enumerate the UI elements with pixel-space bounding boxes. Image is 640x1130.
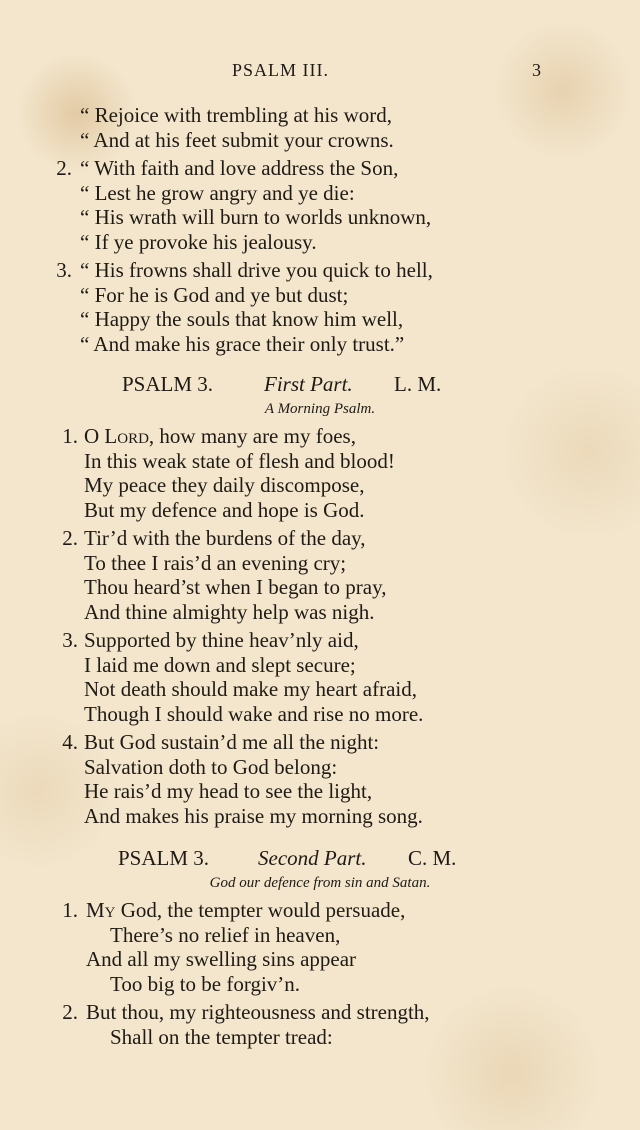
psalm-title: PSALM 3.: [122, 372, 214, 396]
verse-text: “ If ye provoke his jealousy.: [80, 229, 317, 254]
page-number: 3: [532, 60, 541, 80]
meter: C. M.: [408, 846, 457, 870]
verse-line: [0, 947, 640, 972]
verse-text: God, the tempter would persuade,: [115, 898, 406, 922]
verse-text: “ Rejoice with trembling at his word,: [80, 103, 393, 127]
verse-text: how many are my foes,: [154, 424, 356, 448]
page-content: [0, 103, 640, 1049]
verse-text: Thou heard’st when I began to pray,: [84, 575, 387, 599]
psalm-title: PSALM 3.: [118, 846, 210, 870]
verse-line: [0, 283, 640, 308]
stanza-number: 2.: [62, 1000, 78, 1024]
verse-text: And makes his praise my morning song.: [84, 803, 423, 828]
verse-text: And all my swelling sins appear: [86, 947, 357, 971]
verse-line: [0, 575, 640, 600]
part-title: First Part.: [264, 372, 353, 396]
verse-text: Too big to be forgiv’n.: [110, 971, 301, 996]
running-title: PSALM III.: [232, 60, 330, 80]
verse-text: But God sustain’d me all the night:: [84, 730, 380, 754]
verse-text: And thine almighty help was nigh.: [84, 599, 375, 624]
verse-line: [0, 526, 640, 551]
verse-text: “ His wrath will burn to worlds unknown,: [80, 205, 432, 229]
verse-text: But my defence and hope is God.: [84, 497, 365, 522]
verse-first-word: My: [86, 898, 116, 922]
stanza: [0, 103, 640, 152]
psalm-subtitle: God our defence from sin and Satan.: [209, 875, 431, 891]
verse-line: [0, 230, 640, 255]
verse-line: [0, 498, 640, 523]
stanza: [0, 628, 640, 726]
meter: L. M.: [394, 372, 442, 396]
verse-line: [0, 181, 640, 206]
verse-text: “ His frowns shall drive you quick to hell,: [80, 258, 433, 282]
psalm-heading: [0, 844, 640, 872]
verse-line: [0, 755, 640, 780]
stanza-number: 2.: [62, 526, 78, 550]
verse-text: “ Lest he grow angry and ye die:: [80, 180, 355, 205]
verse-text: “ And at his feet submit your crowns.: [80, 127, 394, 152]
verse-text: “ Happy the souls that know him well,: [80, 307, 404, 331]
verse-line: [0, 677, 640, 702]
stanza: [0, 898, 640, 996]
verse-text: But thou, my righteousness and strength,: [86, 1000, 430, 1024]
verse-line: [0, 156, 640, 181]
verse-text: In this weak state of flesh and blood!: [84, 448, 395, 473]
verse-line: [0, 1000, 640, 1025]
verse-text: My peace they daily discompose,: [84, 473, 365, 497]
page-header: [0, 60, 640, 86]
verse-line: [0, 424, 640, 449]
verse-text: I laid me down and slept secure;: [84, 652, 356, 677]
verse-line: [0, 205, 640, 230]
verse-text: Salvation doth to God belong:: [84, 754, 338, 779]
verse-line: [0, 779, 640, 804]
stanza-number: 4.: [62, 730, 78, 754]
verse-line: [0, 653, 640, 678]
verse-text: Supported by thine heav’nly aid,: [84, 628, 359, 652]
verse-text: “ For he is God and ye but dust;: [80, 282, 349, 307]
stanza-number: 1.: [62, 424, 78, 448]
stanza-number: 3.: [62, 628, 78, 652]
verse-line: [0, 804, 640, 829]
stanza-number: 1.: [62, 898, 78, 922]
verse-text: Not death should make my heart afraid,: [84, 677, 417, 701]
verse-line: [0, 128, 640, 153]
verse-line: [0, 600, 640, 625]
stanza-number: 3.: [56, 258, 72, 282]
verse-first-word: O Lord,: [84, 424, 155, 448]
verse-text: He rais’d my head to see the light,: [84, 779, 373, 803]
verse-line: [0, 923, 640, 948]
verse-text: Though I should wake and rise no more.: [84, 701, 424, 726]
verse-line: [0, 628, 640, 653]
stanza: [0, 526, 640, 624]
verse-line: [0, 972, 640, 997]
stanza: [0, 1000, 640, 1049]
verse-text: “ With faith and love address the Son,: [80, 156, 399, 180]
verse-text: “ And make his grace their only trust.”: [80, 331, 405, 356]
stanza: [0, 156, 640, 254]
psalm-heading: [0, 370, 640, 398]
verse-line: [0, 1025, 640, 1050]
verse-text: To thee I rais’d an evening cry;: [84, 550, 347, 575]
verse-text: Tir’d with the burdens of the day,: [84, 526, 366, 550]
verse-line: [0, 702, 640, 727]
stanza: [0, 258, 640, 356]
verse-line: [0, 898, 640, 923]
psalm-subtitle: A Morning Psalm.: [264, 401, 376, 417]
verse-line: [0, 449, 640, 474]
verse-line: [0, 258, 640, 283]
verse-line: [0, 332, 640, 357]
verse-line: [0, 551, 640, 576]
verse-line: [0, 307, 640, 332]
stanza: [0, 424, 640, 522]
verse-line: [0, 103, 640, 128]
verse-text: Shall on the tempter tread:: [110, 1024, 333, 1049]
verse-line: [0, 473, 640, 498]
part-title: Second Part.: [258, 846, 367, 870]
stanza-number: 2.: [56, 156, 72, 180]
verse-line: [0, 730, 640, 755]
stanza: [0, 730, 640, 828]
verse-text: There’s no relief in heaven,: [110, 922, 341, 947]
